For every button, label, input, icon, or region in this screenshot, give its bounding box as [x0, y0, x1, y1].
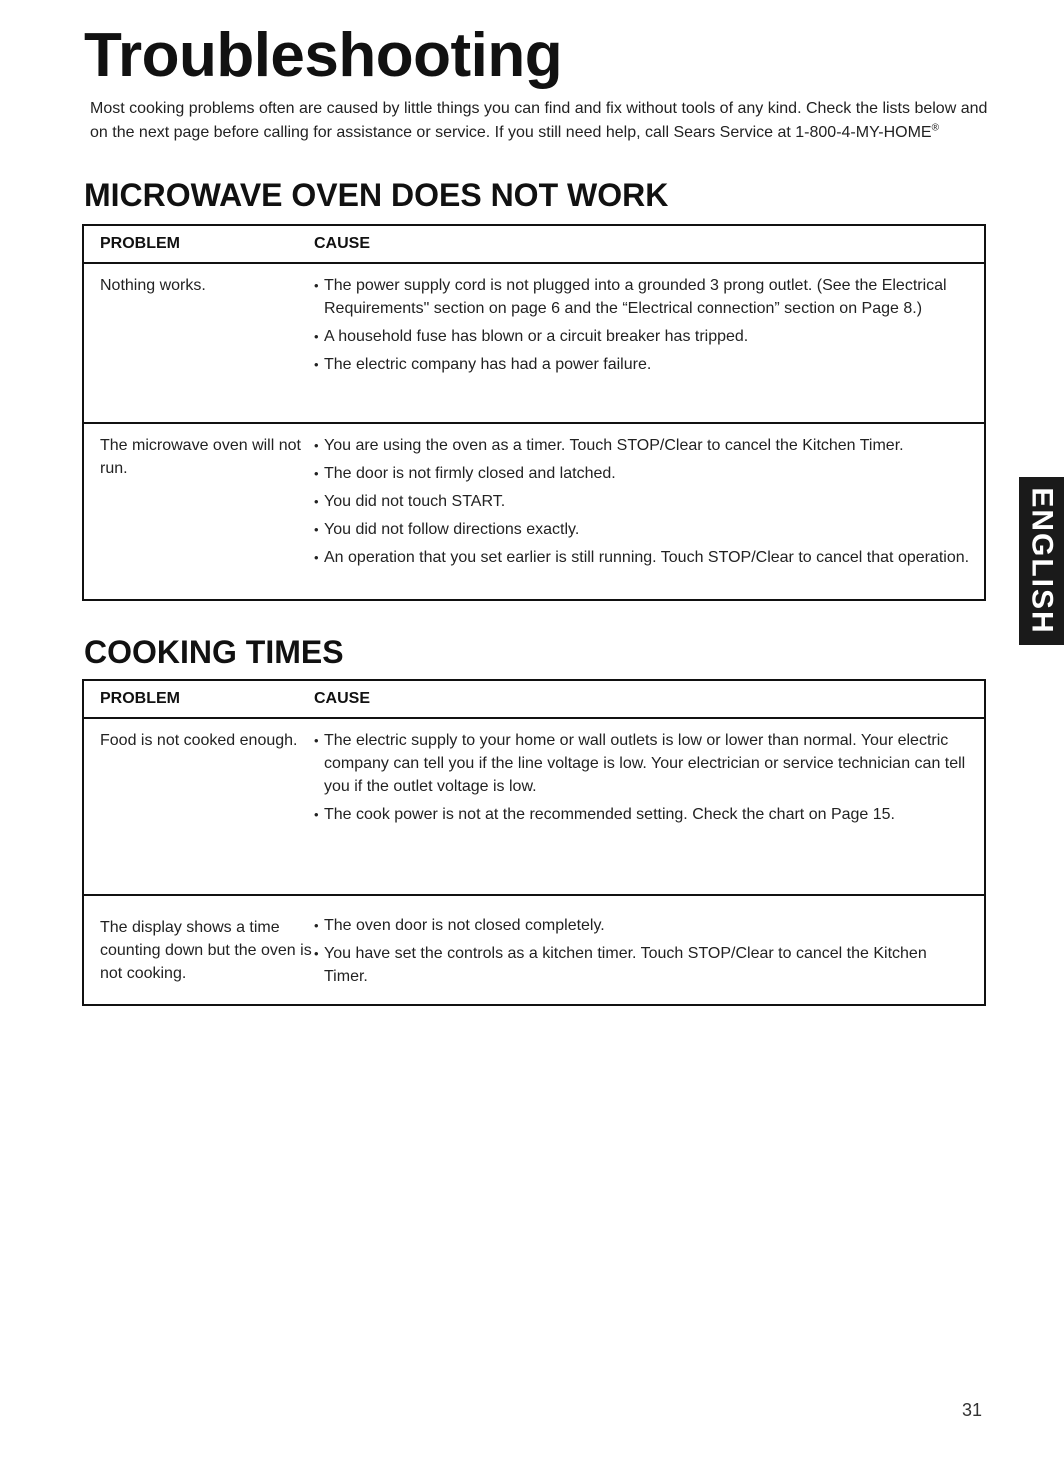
problem-cell: Nothing works. — [100, 277, 206, 294]
cause-item: • An operation that you set earlier is still running. Touch STOP/Clear to cancel that operation. — [314, 546, 974, 569]
cause-item: • You did not follow directions exactly. — [314, 518, 974, 541]
table-header — [84, 226, 984, 264]
intro-paragraph — [90, 97, 990, 145]
cause-cell — [314, 719, 984, 894]
cause-cell — [314, 264, 984, 422]
troubleshooting-table-cooking-times — [82, 679, 986, 1006]
table-row — [84, 422, 984, 601]
problem-cell: The display shows a time counting down but the oven is not cooking. — [100, 919, 312, 982]
cause-item: • The power supply cord is not plugged into a grounded 3 prong outlet. (See the Electrical Requirements" section on page 6 and the “Electrical connection” section on Page 8.) — [314, 274, 974, 320]
cause-item: • A household fuse has blown or a circuit breaker has tripped. — [314, 325, 974, 348]
column-header-cause: CAUSE — [314, 235, 371, 252]
cause-item: • The electric company has had a power failure. — [314, 353, 974, 376]
table-row — [84, 264, 984, 422]
table-header — [84, 681, 984, 719]
column-header-problem: PROBLEM — [100, 235, 180, 252]
cause-cell — [314, 896, 984, 1004]
registered-mark: ® — [931, 122, 939, 134]
problem-cell: The microwave oven will not run. — [100, 437, 301, 477]
table-row — [84, 719, 984, 894]
cause-item: • You are using the oven as a timer. Touch STOP/Clear to cancel the Kitchen Timer. — [314, 434, 974, 457]
cause-item: • The door is not firmly closed and latched. — [314, 462, 974, 485]
cause-item: • You have set the controls as a kitchen timer. Touch STOP/Clear to cancel the Kitchen Timer. — [314, 942, 974, 988]
language-side-tab — [1019, 477, 1064, 645]
cause-item: • The oven door is not closed completely. — [314, 914, 974, 937]
section-heading-cooking-times: COOKING TIMES — [84, 634, 344, 670]
intro-text: Most cooking problems often are caused by little things you can find and fix without tools of any kind. Check the lists below and on the next page before calling for assistance or service. If you still need help, call Sears Service at 1-800-4-MY-HOME — [90, 100, 988, 141]
page-title: Troubleshooting — [84, 21, 563, 90]
cause-item: • The cook power is not at the recommended setting. Check the chart on Page 15. — [314, 803, 974, 826]
cause-item: • The electric supply to your home or wall outlets is low or lower than normal. Your electric company can tell you if the line voltage is low. Your electrician or service technician can tell you if the outlet voltage is low. — [314, 729, 974, 798]
page-number: 31 — [962, 1400, 983, 1420]
section-heading-oven-does-not-work: MICROWAVE OVEN DOES NOT WORK — [84, 177, 669, 213]
table-row — [84, 894, 984, 1004]
column-header-problem: PROBLEM — [100, 690, 180, 707]
cause-cell — [314, 424, 984, 601]
cause-item: • You did not touch START. — [314, 490, 974, 513]
troubleshooting-table-oven — [82, 224, 986, 601]
problem-cell: Food is not cooked enough. — [100, 732, 298, 749]
language-tab-label: ENGLISH — [1025, 487, 1059, 635]
column-header-cause: CAUSE — [314, 690, 371, 707]
